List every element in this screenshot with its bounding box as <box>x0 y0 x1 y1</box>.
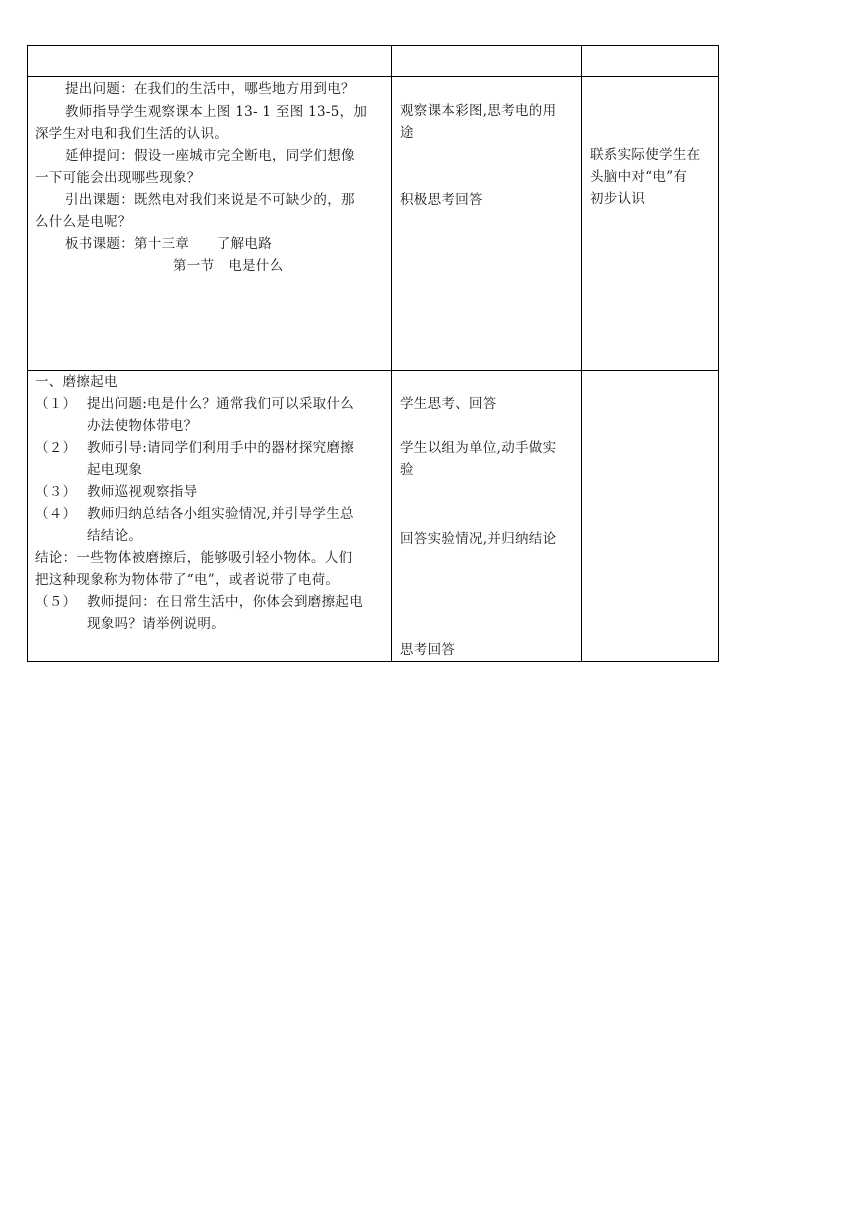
item-number: （５） <box>35 594 77 610</box>
text-line: 板书课题：第十三章 了解电路 <box>65 236 272 252</box>
text-line: 提出问题：在我们的生活中，哪些地方用到电？ <box>65 81 355 97</box>
section-heading: 一、磨擦起电 <box>35 374 118 390</box>
header-cell-2 <box>392 46 582 76</box>
text-line: 起电现象 <box>87 462 143 478</box>
text-line: 第一节 电是什么 <box>173 258 284 274</box>
header-cell-1 <box>28 46 392 76</box>
text-line: 现象吗？请举例说明。 <box>87 616 225 632</box>
text-line: 验 <box>400 462 414 478</box>
table-row-header <box>28 46 718 77</box>
text-line: 把这种现象称为物体带了“电”，或者说带了电荷。 <box>35 572 340 588</box>
text-line: 途 <box>400 125 414 141</box>
table-row-friction <box>28 371 718 662</box>
text-line: 联系实际使学生在 <box>590 147 701 163</box>
text-line: 提出问题:电是什么？通常我们可以采取什么 <box>87 396 355 412</box>
lesson-table <box>27 45 719 662</box>
design-intent-cell <box>582 77 718 370</box>
item-number: （１） <box>35 396 77 412</box>
text-line: 头脑中对“电”有 <box>590 169 688 185</box>
text-line: 回答实验情况,并归纳结论 <box>400 531 557 547</box>
text-line: 办法使物体带电？ <box>87 418 198 434</box>
text-line: 结论：一些物体被磨擦后，能够吸引轻小物体。人们 <box>35 550 353 566</box>
text-line: 观察课本彩图,思考电的用 <box>400 103 557 119</box>
teacher-activity-cell <box>28 371 392 662</box>
item-number: （２） <box>35 440 77 456</box>
text-line: 学生以组为单位,动手做实 <box>400 440 557 456</box>
text-line: 一下可能会出现哪些现象？ <box>35 170 201 186</box>
header-cell-3 <box>582 46 718 76</box>
table-row-intro <box>28 77 718 371</box>
text-line: 教师引导:请同学们利用手中的器材探究磨擦 <box>87 440 355 456</box>
text-line: 积极思考回答 <box>400 192 483 208</box>
text-line: 结结论。 <box>87 528 143 544</box>
item-number: （３） <box>35 484 77 500</box>
text-line: 教师提问：在日常生活中，你体会到磨擦起电 <box>87 594 363 610</box>
text-line: 学生思考、回答 <box>400 396 497 412</box>
text-line: 么什么是电呢？ <box>35 214 132 230</box>
design-intent-cell <box>582 371 718 662</box>
student-activity-cell <box>392 371 582 662</box>
text-line: 深学生对电和我们生活的认识。 <box>35 126 229 142</box>
text-line: 教师归纳总结各小组实验情况,并引导学生总 <box>87 506 354 522</box>
student-activity-cell <box>392 77 582 370</box>
text-line: 引出课题：既然电对我们来说是不可缺少的，那 <box>65 192 355 208</box>
item-number: （４） <box>35 506 77 522</box>
teacher-activity-cell <box>28 77 392 370</box>
text-line: 延伸提问：假设一座城市完全断电，同学们想像 <box>65 148 355 164</box>
text-line: 教师指导学生观察课本上图 13- 1 至图 13-5，加 <box>65 104 368 120</box>
text-line: 教师巡视观察指导 <box>87 484 198 500</box>
text-line: 思考回答 <box>400 642 456 658</box>
text-line: 初步认识 <box>590 191 646 207</box>
